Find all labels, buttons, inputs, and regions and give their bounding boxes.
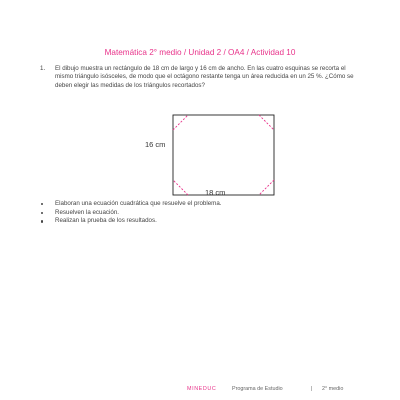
bullet-list: [40, 200, 340, 226]
height-label: 16 cm: [145, 140, 166, 149]
page-title: Matemática 2° medio / Unidad 2 / OA4 / Actividad 10: [104, 48, 296, 57]
question-number: 1.: [40, 65, 46, 72]
width-label: 18 cm: [205, 188, 226, 197]
rectangle-outline: [173, 115, 274, 195]
footer-program: Programa de Estudio: [232, 386, 283, 392]
question-text: El dibujo muestra un rectángulo de 18 cm de largo y 16 cm de ancho. En las cuatro esquinas se recorta el mismo triángulo isósceles, de modo que el octágono restante tenga un área reducida en un 25 %. ¿Cómo se deben elegir las medidas de los triángulos recortados?: [55, 65, 354, 89]
bullet-text: Realizan la prueba de los resultados.: [55, 217, 157, 225]
bullet-icon: [41, 212, 43, 214]
footer-grade: 2° medio: [322, 386, 344, 392]
bullet-icon: [41, 220, 43, 222]
bullet-text: Elaboran una ecuación cuadrática que resuelve el problema.: [55, 200, 222, 207]
footer-brand: MINEDUC: [187, 386, 217, 392]
footer-separator: |: [311, 386, 313, 392]
cut-line-top-left: [173, 115, 188, 130]
list-item: [40, 209, 340, 218]
list-item: [40, 217, 340, 226]
list-item: [40, 200, 340, 209]
octagon-figure: [130, 105, 290, 215]
cut-line-bottom-left: [173, 180, 188, 195]
bullet-icon: [41, 203, 43, 205]
bullet-text: Resuelven la ecuación.: [55, 208, 119, 216]
cut-line-bottom-right: [259, 180, 274, 195]
cut-line-top-right: [259, 115, 274, 130]
